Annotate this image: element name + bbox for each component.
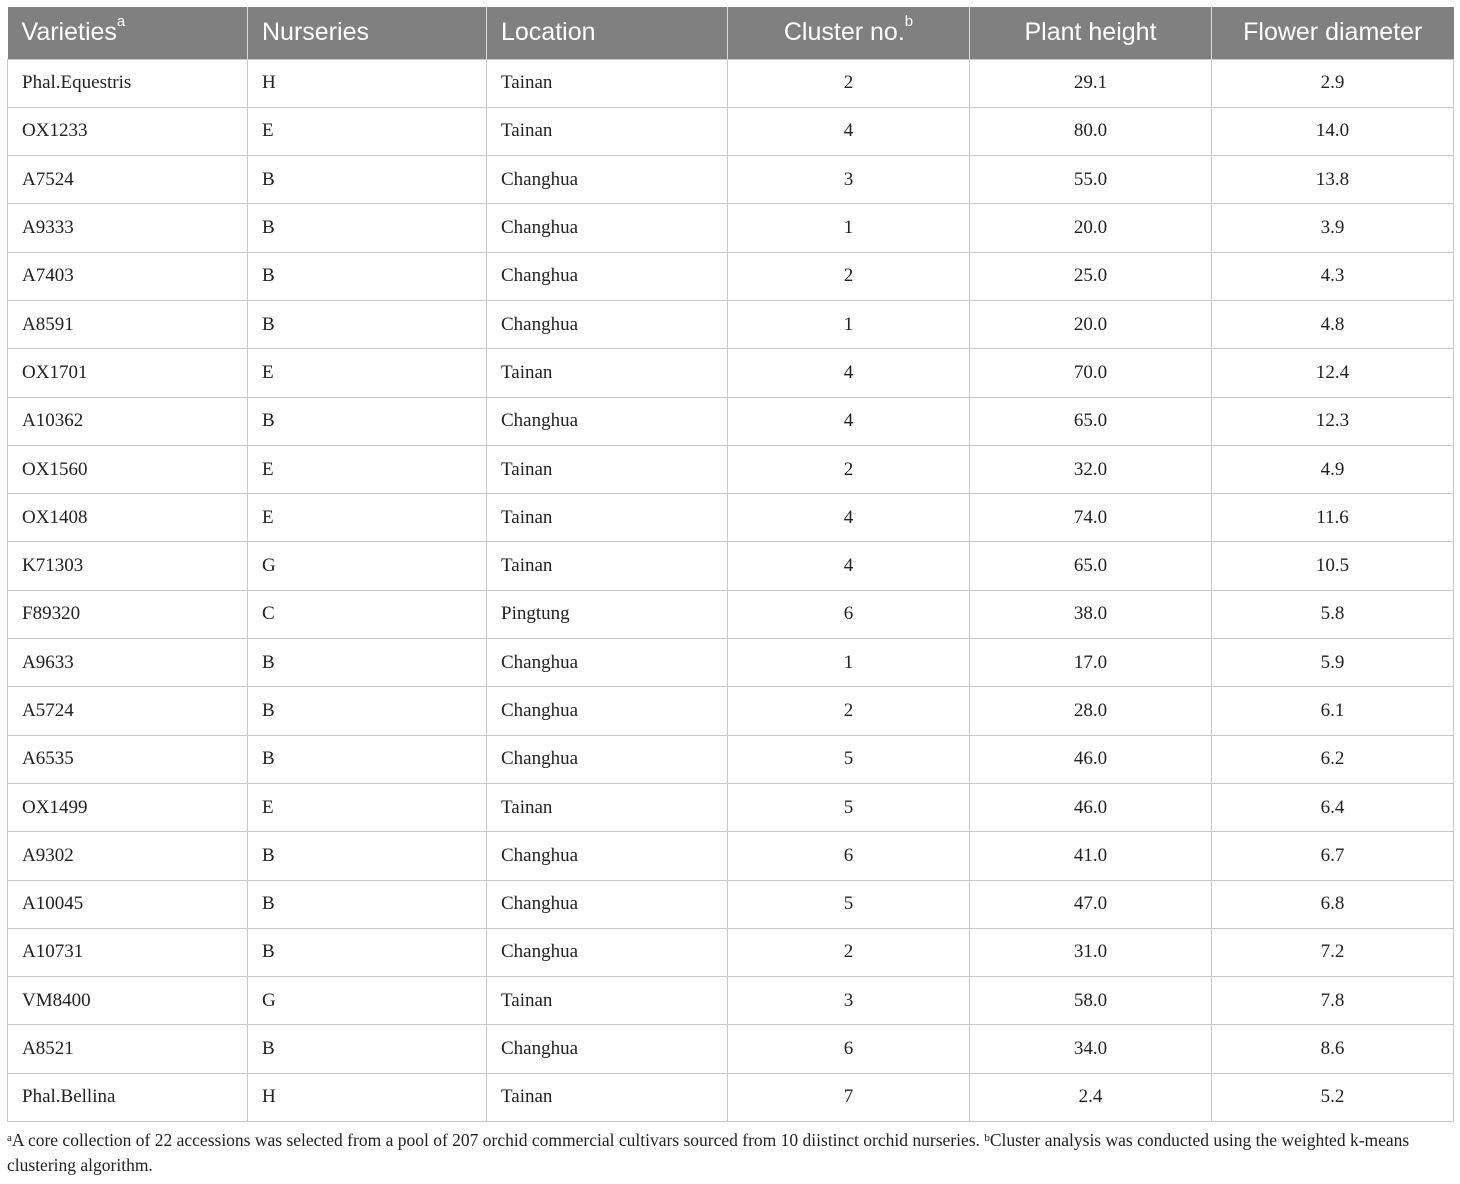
- cell-location: Changhua: [487, 300, 728, 348]
- cell-variety: OX1233: [8, 107, 248, 155]
- cell-variety: A5724: [8, 687, 248, 735]
- cell-nursery: B: [248, 156, 487, 204]
- cell-flower-diameter: 4.9: [1212, 445, 1454, 493]
- cell-plant-height: 65.0: [970, 542, 1212, 590]
- cell-location: Changhua: [487, 252, 728, 300]
- cell-cluster-no: 6: [728, 1025, 970, 1073]
- cell-location: Tainan: [487, 107, 728, 155]
- cell-variety: A10362: [8, 397, 248, 445]
- header-cluster-no: Cluster no.$^b$: [728, 7, 970, 59]
- cell-nursery: E: [248, 349, 487, 397]
- cell-nursery: E: [248, 494, 487, 542]
- cell-plant-height: 65.0: [970, 397, 1212, 445]
- cell-cluster-no: 7: [728, 1073, 970, 1121]
- cell-cluster-no: 4: [728, 494, 970, 542]
- cell-plant-height: 34.0: [970, 1025, 1212, 1073]
- cell-variety: A8521: [8, 1025, 248, 1073]
- cell-location: Changhua: [487, 1025, 728, 1073]
- cell-variety: A7524: [8, 156, 248, 204]
- cell-cluster-no: 3: [728, 977, 970, 1025]
- cell-location: Changhua: [487, 687, 728, 735]
- cell-flower-diameter: 4.3: [1212, 252, 1454, 300]
- cell-flower-diameter: 3.9: [1212, 204, 1454, 252]
- footnote-a-marker: a: [7, 1132, 12, 1144]
- table-footnote: [7, 1128, 1453, 1178]
- cell-cluster-no: 6: [728, 832, 970, 880]
- cell-flower-diameter: 10.5: [1212, 542, 1454, 590]
- table-row: [8, 107, 1454, 155]
- cell-flower-diameter: 12.4: [1212, 349, 1454, 397]
- cell-location: Tainan: [487, 59, 728, 107]
- cell-variety: OX1701: [8, 349, 248, 397]
- table-body: [8, 59, 1454, 1122]
- table-container: [7, 7, 1453, 1122]
- cell-nursery: B: [248, 832, 487, 880]
- cell-plant-height: 80.0: [970, 107, 1212, 155]
- table-row: [8, 494, 1454, 542]
- cell-nursery: G: [248, 542, 487, 590]
- cell-location: Changhua: [487, 204, 728, 252]
- cell-plant-height: 74.0: [970, 494, 1212, 542]
- cell-flower-diameter: 7.2: [1212, 928, 1454, 976]
- cell-plant-height: 58.0: [970, 977, 1212, 1025]
- cell-plant-height: 55.0: [970, 156, 1212, 204]
- cell-plant-height: 46.0: [970, 783, 1212, 831]
- cell-flower-diameter: 5.9: [1212, 639, 1454, 687]
- cell-cluster-no: 5: [728, 880, 970, 928]
- table-row: [8, 977, 1454, 1025]
- cell-plant-height: 17.0: [970, 639, 1212, 687]
- cell-nursery: B: [248, 252, 487, 300]
- cell-nursery: H: [248, 1073, 487, 1121]
- table-row: [8, 880, 1454, 928]
- cell-flower-diameter: 6.8: [1212, 880, 1454, 928]
- cell-variety: A9633: [8, 639, 248, 687]
- cell-plant-height: 29.1: [970, 59, 1212, 107]
- cell-plant-height: 32.0: [970, 445, 1212, 493]
- cell-nursery: B: [248, 735, 487, 783]
- cell-nursery: B: [248, 639, 487, 687]
- cell-flower-diameter: 6.4: [1212, 783, 1454, 831]
- cell-cluster-no: 2: [728, 928, 970, 976]
- footnote-b-marker: b: [984, 1132, 990, 1144]
- table-row: [8, 590, 1454, 638]
- cell-location: Changhua: [487, 832, 728, 880]
- cell-nursery: B: [248, 1025, 487, 1073]
- cell-location: Tainan: [487, 1073, 728, 1121]
- cell-cluster-no: 4: [728, 542, 970, 590]
- cell-location: Changhua: [487, 880, 728, 928]
- cell-variety: K71303: [8, 542, 248, 590]
- cell-cluster-no: 1: [728, 639, 970, 687]
- cell-variety: VM8400: [8, 977, 248, 1025]
- cell-cluster-no: 5: [728, 735, 970, 783]
- cell-location: Changhua: [487, 639, 728, 687]
- cell-flower-diameter: 5.8: [1212, 590, 1454, 638]
- table-header: [8, 7, 1454, 59]
- table-row: [8, 639, 1454, 687]
- cell-cluster-no: 2: [728, 445, 970, 493]
- table-row: [8, 1025, 1454, 1073]
- cell-cluster-no: 5: [728, 783, 970, 831]
- cell-plant-height: 47.0: [970, 880, 1212, 928]
- table-row: [8, 783, 1454, 831]
- cell-location: Changhua: [487, 156, 728, 204]
- table-row: [8, 735, 1454, 783]
- cell-variety: A8591: [8, 300, 248, 348]
- cell-nursery: B: [248, 204, 487, 252]
- header-nurseries: Nurseries: [248, 7, 487, 59]
- cell-variety: A7403: [8, 252, 248, 300]
- header-location: Location: [487, 7, 728, 59]
- cell-variety: OX1499: [8, 783, 248, 831]
- cell-flower-diameter: 6.2: [1212, 735, 1454, 783]
- cell-cluster-no: 4: [728, 349, 970, 397]
- table-row: [8, 687, 1454, 735]
- table-row: [8, 59, 1454, 107]
- table-row: [8, 252, 1454, 300]
- cell-location: Tainan: [487, 445, 728, 493]
- cell-location: Tainan: [487, 349, 728, 397]
- cell-flower-diameter: 14.0: [1212, 107, 1454, 155]
- cell-flower-diameter: 11.6: [1212, 494, 1454, 542]
- cell-variety: Phal.Equestris: [8, 59, 248, 107]
- cell-nursery: E: [248, 445, 487, 493]
- header-plant-height: Plant height: [970, 7, 1212, 59]
- footnote-marker-b: b: [904, 13, 914, 31]
- cell-nursery: E: [248, 783, 487, 831]
- cell-nursery: G: [248, 977, 487, 1025]
- cell-location: Changhua: [487, 928, 728, 976]
- cell-flower-diameter: 7.8: [1212, 977, 1454, 1025]
- header-varieties: Varieties$^a$: [8, 7, 248, 59]
- cell-nursery: H: [248, 59, 487, 107]
- cell-cluster-no: 3: [728, 156, 970, 204]
- cell-flower-diameter: 4.8: [1212, 300, 1454, 348]
- cell-variety: A6535: [8, 735, 248, 783]
- cell-cluster-no: 2: [728, 252, 970, 300]
- cell-flower-diameter: 6.1: [1212, 687, 1454, 735]
- cell-flower-diameter: 8.6: [1212, 1025, 1454, 1073]
- cell-flower-diameter: 2.9: [1212, 59, 1454, 107]
- cell-plant-height: 20.0: [970, 204, 1212, 252]
- footnote-a-text: A core collection of 22 accessions was selected from a pool of 207 orchid commercial cultivars sourced from 10 diistinct orchid nurseries.: [11, 1130, 985, 1150]
- cell-location: Tainan: [487, 977, 728, 1025]
- cell-nursery: B: [248, 300, 487, 348]
- cell-plant-height: 25.0: [970, 252, 1212, 300]
- cell-flower-diameter: 5.2: [1212, 1073, 1454, 1121]
- cell-flower-diameter: 13.8: [1212, 156, 1454, 204]
- footnote-marker-a: a: [116, 13, 126, 31]
- cell-cluster-no: 6: [728, 590, 970, 638]
- cell-nursery: B: [248, 687, 487, 735]
- cell-variety: OX1408: [8, 494, 248, 542]
- cell-location: Tainan: [487, 494, 728, 542]
- table-row: [8, 928, 1454, 976]
- cell-cluster-no: 2: [728, 687, 970, 735]
- cell-plant-height: 2.4: [970, 1073, 1212, 1121]
- cell-plant-height: 38.0: [970, 590, 1212, 638]
- cell-flower-diameter: 12.3: [1212, 397, 1454, 445]
- table-row: [8, 445, 1454, 493]
- cell-plant-height: 31.0: [970, 928, 1212, 976]
- cell-cluster-no: 1: [728, 300, 970, 348]
- cell-cluster-no: 4: [728, 107, 970, 155]
- table-row: [8, 397, 1454, 445]
- header-row: [8, 7, 1454, 59]
- cell-flower-diameter: 6.7: [1212, 832, 1454, 880]
- cell-plant-height: 46.0: [970, 735, 1212, 783]
- cell-nursery: B: [248, 397, 487, 445]
- table-row: [8, 156, 1454, 204]
- data-table: [7, 7, 1454, 1122]
- cell-nursery: B: [248, 928, 487, 976]
- cell-cluster-no: 1: [728, 204, 970, 252]
- footnote-b-text: Cluster analysis was conducted using the weighted k-means clustering algorithm.: [7, 1130, 1410, 1175]
- cell-variety: A10731: [8, 928, 248, 976]
- cell-nursery: B: [248, 880, 487, 928]
- cell-cluster-no: 2: [728, 59, 970, 107]
- cell-variety: OX1560: [8, 445, 248, 493]
- cell-location: Tainan: [487, 542, 728, 590]
- cell-variety: F89320: [8, 590, 248, 638]
- header-flower-diameter: Flower diameter: [1243, 18, 1423, 47]
- cell-location: Tainan: [487, 783, 728, 831]
- table-row: [8, 542, 1454, 590]
- cell-location: Changhua: [487, 397, 728, 445]
- cell-cluster-no: 4: [728, 397, 970, 445]
- cell-variety: A10045: [8, 880, 248, 928]
- cell-variety: A9333: [8, 204, 248, 252]
- table-row: [8, 300, 1454, 348]
- cell-plant-height: 70.0: [970, 349, 1212, 397]
- cell-plant-height: 41.0: [970, 832, 1212, 880]
- cell-variety: Phal.Bellina: [8, 1073, 248, 1121]
- cell-plant-height: 28.0: [970, 687, 1212, 735]
- cell-location: Pingtung: [487, 590, 728, 638]
- cell-nursery: E: [248, 107, 487, 155]
- cell-plant-height: 20.0: [970, 300, 1212, 348]
- table-row: [8, 1073, 1454, 1121]
- cell-location: Changhua: [487, 735, 728, 783]
- table-row: [8, 204, 1454, 252]
- table-row: [8, 832, 1454, 880]
- table-row: [8, 349, 1454, 397]
- cell-nursery: C: [248, 590, 487, 638]
- cell-variety: A9302: [8, 832, 248, 880]
